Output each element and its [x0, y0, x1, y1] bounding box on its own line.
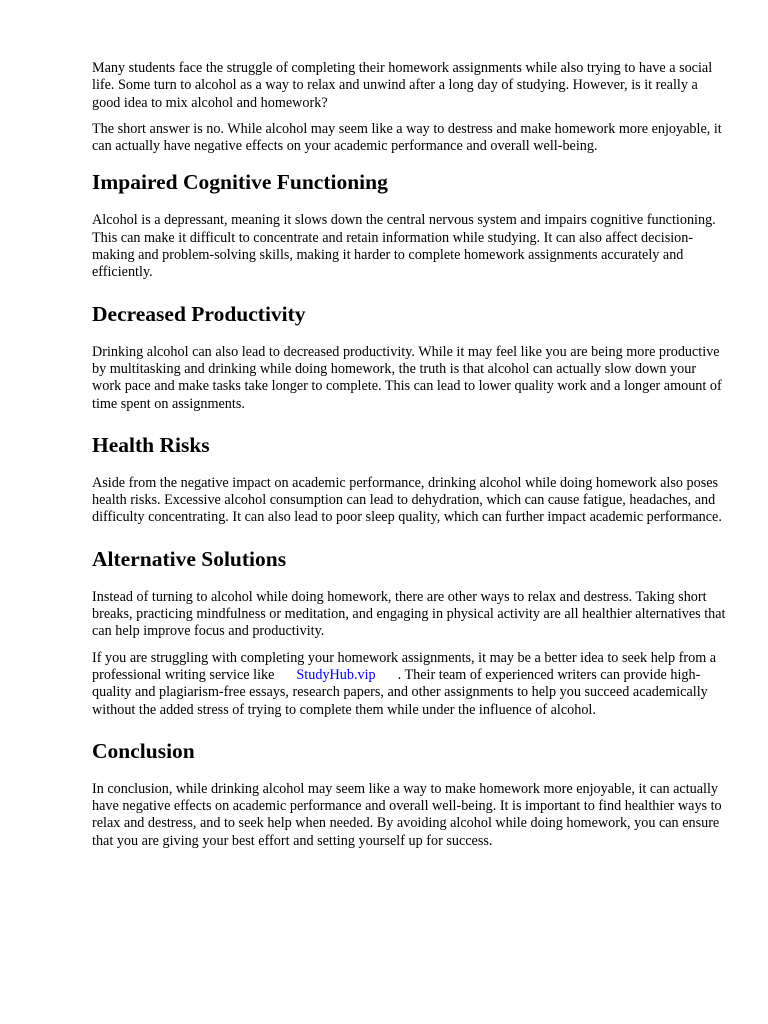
intro-paragraph-2: The short answer is no. While alcohol may seem like a way to destress and make homework more enjoyable, it can actually have negative effects on your academic performance and overall well-being. — [92, 120, 722, 155]
heading-decreased-productivity: Decreased Productivity — [92, 301, 306, 326]
heading-alternative-solutions: Alternative Solutions — [92, 546, 287, 571]
paragraph-conclusion: In conclusion, while drinking alcohol may seem like a way to make homework more enjoyable, it can actually have negative effects on academic performance and overall well-being. It is important to find healthier ways to relax and destress, and to seek help when needed. By avoiding alcohol while doing homework, you can ensure that you are giving your best effort and setting yourself up for success. — [92, 780, 722, 849]
intro-paragraph-1: Many students face the struggle of completing their homework assignments while also trying to have a social life. Some turn to alcohol as a way to relax and unwind after a long day of studying. However, is it really a good idea to mix alcohol and homework? — [92, 60, 713, 111]
paragraph-health-risks: Aside from the negative impact on academic performance, drinking alcohol while doing homework also poses health risks. Excessive alcohol consumption can lead to dehydration, which can cause fatigue, headaches, and difficulty concentrating. It can also lead to poor sleep quality, which can further impact academic performance. — [92, 474, 722, 526]
paragraph-decreased-productivity: Drinking alcohol can also lead to decreased productivity. While it may feel like you are being more productive by multitasking and drinking while doing homework, the truth is that alcohol can actually slow down your work pace and make tasks take longer to complete. This can lead to lower quality work and a longer amount of time spent on assignments. — [92, 343, 722, 412]
heading-conclusion: Conclusion — [92, 738, 195, 763]
paragraph-alternative-solutions: Instead of turning to alcohol while doing homework, there are other ways to relax and destress. Taking short breaks, practicing mindfulness or meditation, and engaging in physical activity are all healthier alternatives that can help improve focus and productivity. — [92, 588, 726, 640]
heading-impaired-cognitive-functioning: Impaired Cognitive Functioning — [92, 170, 388, 195]
writing-service-text-before: If you are struggling with completing your homework assignments, it may be a better idea to seek help from a professional writing service like — [92, 649, 717, 683]
paragraph-impaired-cognitive-functioning: Alcohol is a depressant, meaning it slows down the central nervous system and impairs cognitive functioning. This can make it difficult to concentrate and retain information while studying. It can also affect decision-making and problem-solving skills, making it harder to complete homework assignments accurately and efficiently. — [92, 212, 716, 281]
studyhub-link[interactable]: StudyHub.vip — [296, 666, 376, 683]
writing-service-text-after: . Their team of experienced writers can provide high-quality and plagiarism-free essays, research papers, and other assignments to help you succeed academically without the added stress of trying to complete them while under the influence of alcohol. — [92, 666, 708, 718]
heading-health-risks: Health Risks — [92, 432, 210, 457]
paragraph-writing-service — [92, 650, 728, 719]
